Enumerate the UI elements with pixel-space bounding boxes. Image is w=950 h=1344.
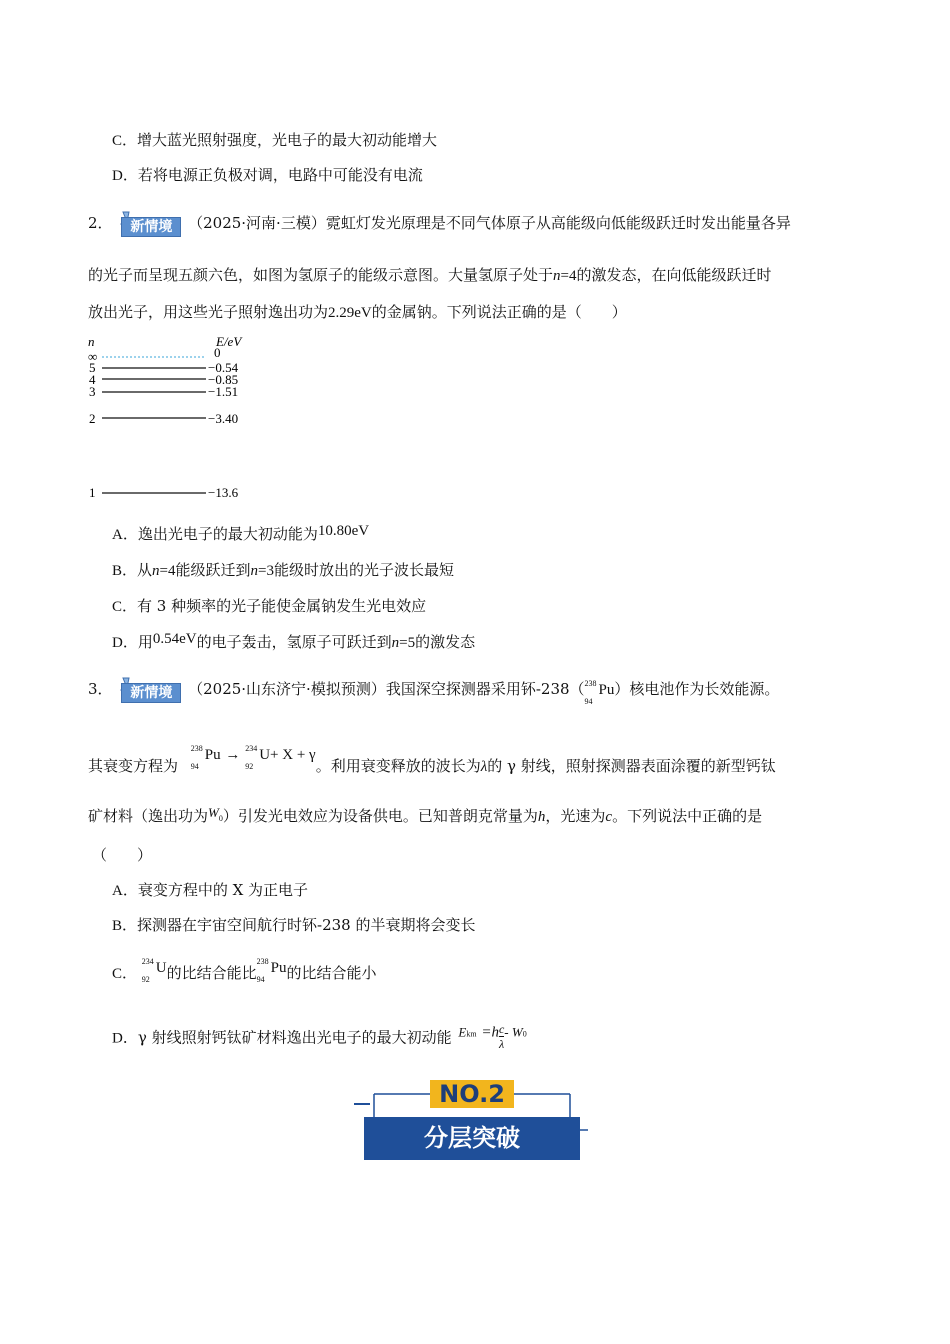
- question-2-line3: 放出光子，用这些光子照射逸出功为2.29eV的金属钠。下列说法正确的是（ ）: [88, 303, 627, 321]
- level-n-label: 2: [89, 411, 96, 426]
- question-source: （2025·山东济宁·模拟预测）: [188, 680, 386, 698]
- answer-paren: （ ）: [92, 846, 153, 864]
- option-d: [112, 165, 423, 186]
- section-number: NO.2: [430, 1080, 514, 1108]
- question-text: 霓虹灯发光原理是不同气体原子从高能级向低能级跃迁时发出能量各异: [325, 214, 791, 232]
- option-text: 若将电源正负极对调，电路中可能没有电流: [137, 166, 423, 184]
- question-number: 2．: [88, 214, 113, 232]
- nuclide-pu238: 238 94 Pu: [584, 679, 615, 706]
- question-2-header: [88, 210, 791, 237]
- option-d: D．γ 射线照射钙钛矿材料逸出光电子的最大初动能 Ekm =h $\frac{c}{\lambda}$ - W0: [112, 1024, 527, 1053]
- question-2-line2: 的光子而呈现五颜六色，如图为氢原子的能级示意图。大量氢原子处于n=4的激发态，在向低能级跃迁时: [88, 266, 772, 284]
- new-context-badge: 新情境: [117, 677, 183, 703]
- level-n-label: 1: [89, 485, 96, 500]
- option-text: 增大蓝光照射强度，光电子的最大初动能增大: [137, 131, 438, 149]
- level-n-label: 4: [89, 372, 96, 387]
- energy-level-diagram: [84, 330, 264, 506]
- option-letter: C．: [112, 133, 138, 149]
- level-energy-label: −3.40: [208, 411, 239, 426]
- level-energy-label: −0.54: [208, 360, 239, 375]
- decay-equation: 238 94 Pu → 234 92 U+ X + γ: [190, 744, 316, 771]
- option-b: B．探测器在宇宙空间航行时钚-238 的半衰期将会变长: [112, 916, 476, 934]
- level-n-label: 3: [89, 384, 96, 399]
- level-energy-label: −1.51: [208, 384, 239, 399]
- max-kinetic-energy-formula: Ekm =h $\frac{c}{\lambda}$ - W0: [458, 1022, 527, 1051]
- level-energy-label: 0: [214, 345, 221, 360]
- question-source: （2025·河南·三模）: [188, 214, 326, 232]
- new-context-badge: 新情境: [117, 211, 183, 237]
- level-n-label: 5: [89, 360, 96, 375]
- question-3-header: 3． 新情境 （2025·山东济宁·模拟预测）我国深空探测器采用钚-238（ 238 94 Pu）核电池作为长效能源。: [88, 679, 780, 706]
- question-number: 3．: [88, 680, 113, 698]
- nuclide-pu238: 238 94 Pu: [256, 957, 287, 984]
- level-energy-label: −13.6: [208, 485, 239, 500]
- level-n-label: ∞: [88, 349, 98, 364]
- option-d: D．用0.54eV的电子轰击，氢原子可跃迁到n=5的激发态: [112, 631, 476, 651]
- e-axis-label: E/eV: [216, 334, 242, 349]
- level-energy-label: −0.85: [208, 372, 239, 387]
- nuclide-u234: 234 92 U: [141, 957, 167, 984]
- n-axis-label: n: [88, 334, 95, 349]
- option-c: [112, 130, 437, 151]
- option-b: B．从n=4能级跃迁到n=3能级时放出的光子波长最短: [112, 561, 454, 579]
- option-a: A．衰变方程中的 X 为正电子: [112, 881, 309, 899]
- section-title: 分层突破: [364, 1117, 580, 1160]
- option-a: A．逸出光电子的最大初动能为10.80eV: [112, 523, 370, 543]
- option-letter: D．: [112, 168, 138, 184]
- question-3-line3: 矿材料（逸出功为W0）引发光电效应为设备供电。已知普朗克常量为h，光速为c。下列说法中正确的是: [88, 805, 763, 825]
- question-3-line2: 其衰变方程为 238 94 Pu → 234 92 U+ X + γ。利用衰变释放的波长为λ的 γ 射线，照射探测器表面涂覆的新型钙钛: [88, 744, 776, 775]
- option-c: C． 234 92 U的比结合能比 238 94 Pu的比结合能小: [112, 957, 377, 984]
- option-c: C．有 3 种频率的光子能使金属钠发生光电效应: [112, 597, 427, 615]
